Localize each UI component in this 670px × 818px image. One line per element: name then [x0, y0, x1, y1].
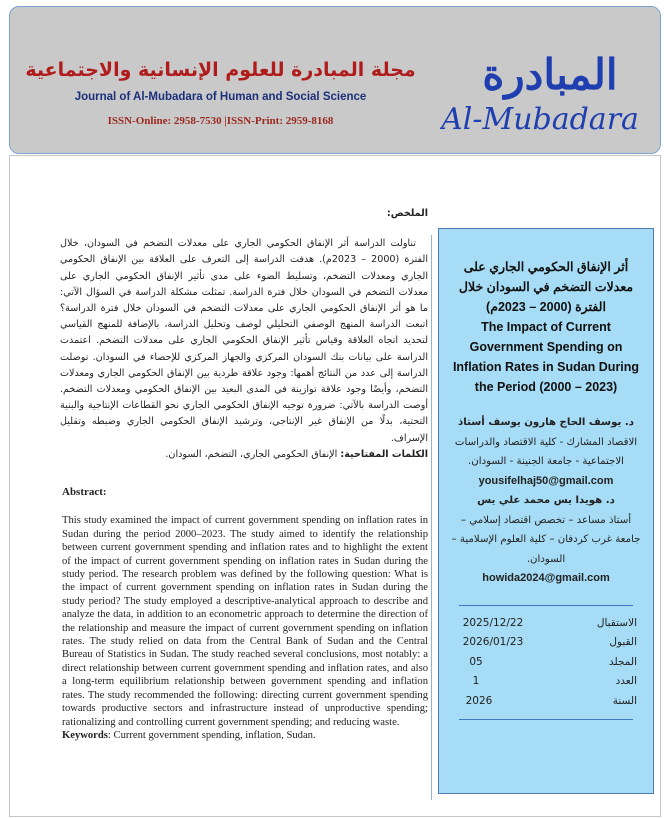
- arabic-keywords-label: الكلمات المفتاحية:: [340, 448, 428, 460]
- article-info-box: [438, 228, 654, 794]
- column-divider: [431, 235, 432, 800]
- english-keywords: [62, 729, 428, 742]
- article-title-arabic: أثر الإنفاق الحكومي الجاري على معدلات التضخم في السودان خلال الفترة (2000 – 2023م): [458, 260, 634, 314]
- arabic-keywords: [60, 447, 428, 463]
- arabic-keywords-value: الإنفاق الحكومي الجاري، التضخم، السودان.: [165, 448, 341, 460]
- journal-header: [9, 6, 661, 154]
- meta-volume: 05 المجلد: [469, 655, 637, 668]
- author-2: [439, 491, 653, 589]
- issn: ISSN-Online: 2958-7530 |ISSN-Print: 2959-8168: [107, 115, 334, 127]
- divider: [459, 719, 633, 720]
- abstracts-column: [60, 206, 428, 742]
- arabic-abstract-body: تناولت الدراسة أثر الإنفاق الحكومي الجاري على معدلات التضخم في السودان، خلال الفترة (2000 – 2023م). هدفت الدراسة إلى التعرف على العلاقة بين الإنفاق الحكومي الجاري ومعدلات التضخم، وتسليط الضوء على مدى تأثير الإنفاق الحكومي الجاري على معدلات التضخم في السودان خلال فترة الدراسة. تمثلت مشكلة الدراسة في السؤال الآتي: ما هو أثر الإنفاق الحكومي الجاري على معدلات التضخم في السودان خلال فترة الدراسة؟ اتبعت الدراسة المنهج الوصفي التحليلي لوصف وتحليل الدراسة، بالإضافة للمنهج القياسي لتحديد اتجاه العلاقة وقياس تأثير الإنفاق الحكومي الجاري على معدلات التضخم. اعتمدت الدراسة على بيانات بنك السودان المركزي والجهاز المركزي للإحصاء في السودان. توصلت الدراسة إلى عدد من النتائج أهمها: وجود علاقة طردية بين الإنفاق الحكومي الجاري ومعدلات التضخم، وأيضًا وجود علاقة توازينة في المدى البعيد بين الإنفاق الحكومي ومعدلات التضخم. أوصت الدراسة بالآتي: ضرورة توجيه الإنفاق الحكومي الجاري نحو القطاعات الإنتاجية والبنية التحتية، بدلًا من الإنفاق غير الإنتاجي، وترشيد الإنفاق الحكومي الجاري وضبطه وتقليل الإسراف.: [60, 238, 428, 444]
- author-1: [439, 413, 653, 491]
- author-name: د. هويدا يس محمد علي يس: [477, 495, 615, 506]
- meta-received: 2025/12/22 الاستقبال: [462, 616, 637, 629]
- author-email[interactable]: howida2024@gmail.com: [482, 572, 610, 584]
- meta-accepted: 2026/01/23 القبول: [462, 636, 637, 648]
- english-abstract-heading: Abstract:: [62, 486, 107, 498]
- author-affiliation: أستاذ مساعد – تخصص اقتصاد إسلامي – جامعة غرب كردفان – كلية العلوم الإسلامية – السودان.: [451, 514, 641, 565]
- journal-logo: [440, 37, 640, 137]
- meta-year: 2026 السنة: [465, 694, 637, 707]
- arabic-abstract-heading: الملخص:: [386, 208, 428, 219]
- english-abstract: [60, 486, 428, 742]
- meta-issue: 1 العدد: [472, 675, 637, 687]
- journal-title-arabic: مجلة المبادرة للعلوم الإنسانية والاجتماعية: [25, 59, 416, 81]
- english-abstract-body: This study examined the impact of current government spending on inflation rates in Sudan during the period 2000–2023. The study aimed to identify the relationship between current government spending and inflation rates and to highlight the extent of the impact of current government spending on inflation rates in Sudan during the study period. The research problem was defined by the following question: What is the impact of current government spending on inflation rates in Sudan during the study period? The study employed a descriptive-analytical approach to describe and analyze the data, in addition to an econometric approach to determine the direction of the relationship and measure the impact of current government spending on inflation rates. The study relied on data from the Central Bank of Sudan and the Central Bureau of Statistics in Sudan. The study reached several conclusions, most notably: a direct relationship between current government spending and inflation rates, and also a long-term equilibrium relationship between government spending and inflation rates. The study recommended the following: directing current government spending towards productive sectors and infrastructure instead of unproductive spending; rationalizing and controlling current government spending; and reducing waste.: [62, 515, 428, 728]
- svg-text:Al-Mubadara: Al-Mubadara: [441, 102, 639, 137]
- svg-text:المبادرة: المبادرة: [482, 50, 618, 99]
- journal-title-english: Journal of Al-Mubadara of Human and Social Science: [74, 91, 367, 103]
- arabic-abstract: [60, 206, 428, 474]
- author-name: د. يوسف الحاج هارون يوسف أستاذ: [458, 417, 634, 428]
- divider: [459, 605, 633, 606]
- article-title-english: The Impact of Current Government Spending on Inflation Rates in Sudan During the Period (2000 – 2023): [452, 320, 640, 394]
- author-affiliation: الاقصاد المشارك - كلية الاقتصاد والدراسات الاجتماعية - جامعة الجنينة - السودان.: [454, 436, 638, 467]
- english-keywords-value: : Current government spending, inflation, Sudan.: [107, 729, 316, 741]
- author-email[interactable]: yousifelhaj50@gmail.com: [478, 474, 614, 487]
- english-keywords-label: Keywords: [62, 729, 108, 741]
- article-meta: [439, 614, 653, 712]
